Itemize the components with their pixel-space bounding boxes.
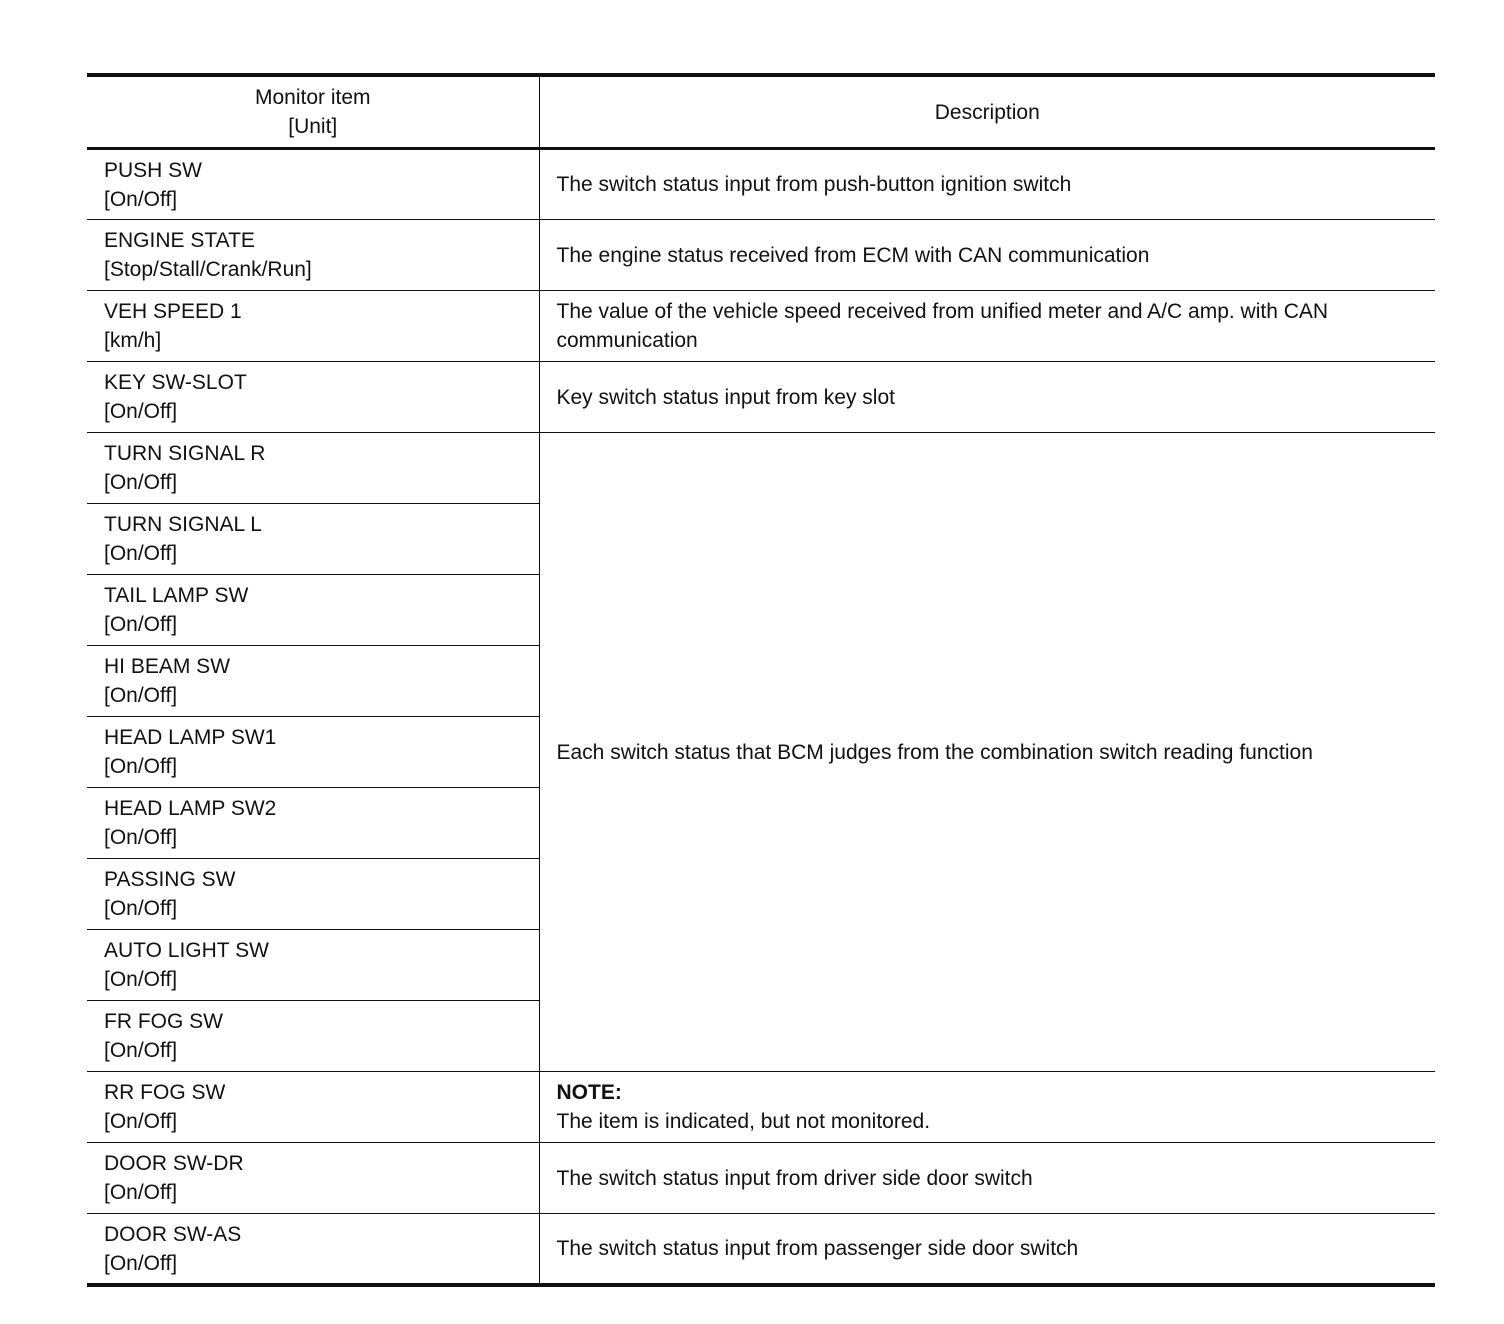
item-name: RR FOG SW <box>104 1081 226 1104</box>
item-unit: [km/h] <box>104 329 162 352</box>
item-unit: [On/Off] <box>104 400 178 423</box>
item-unit: [On/Off] <box>104 188 178 211</box>
table-row <box>87 362 1435 433</box>
item-cell <box>87 1214 539 1285</box>
item-unit: [On/Off] <box>104 471 178 494</box>
item-unit: [On/Off] <box>104 613 178 636</box>
item-name: TURN SIGNAL L <box>104 513 262 536</box>
item-name: TAIL LAMP SW <box>104 584 249 607</box>
item-unit: [On/Off] <box>104 755 178 778</box>
item-unit: [On/Off] <box>104 684 178 707</box>
table-row <box>87 149 1435 220</box>
description-cell: The engine status received from ECM with CAN communication <box>539 220 1435 291</box>
item-name: HI BEAM SW <box>104 655 231 678</box>
item-cell <box>87 575 539 646</box>
note-text: The item is indicated, but not monitored. <box>556 1110 931 1133</box>
item-unit: [On/Off] <box>104 1110 178 1133</box>
item-unit: [On/Off] <box>104 826 178 849</box>
monitor-item-table <box>87 73 1435 1287</box>
table-row <box>87 220 1435 291</box>
item-cell <box>87 859 539 930</box>
item-unit: [On/Off] <box>104 1252 178 1275</box>
item-cell <box>87 149 539 220</box>
description-cell: The value of the vehicle speed received from unified meter and A/C amp. with CAN communication <box>539 291 1435 362</box>
description-header: Description <box>539 75 1435 149</box>
table-row <box>87 1072 1435 1143</box>
table-row <box>87 433 1435 504</box>
item-cell <box>87 1143 539 1214</box>
description-cell: The switch status input from push-button ignition switch <box>539 149 1435 220</box>
item-cell <box>87 930 539 1001</box>
item-cell <box>87 362 539 433</box>
monitor-item-header-label: Monitor item <box>254 86 371 109</box>
item-name: DOOR SW-AS <box>104 1223 242 1246</box>
combined-description-cell: Each switch status that BCM judges from the combination switch reading function <box>539 433 1435 1072</box>
table-row <box>87 1214 1435 1285</box>
description-cell: The switch status input from passenger side door switch <box>539 1214 1435 1285</box>
description-cell: Key switch status input from key slot <box>539 362 1435 433</box>
item-name: HEAD LAMP SW2 <box>104 797 277 820</box>
item-cell <box>87 504 539 575</box>
item-cell <box>87 220 539 291</box>
unit-header-label: [Unit] <box>288 115 338 138</box>
item-cell <box>87 646 539 717</box>
item-cell <box>87 717 539 788</box>
item-name: DOOR SW-DR <box>104 1152 244 1175</box>
item-cell <box>87 433 539 504</box>
item-name: FR FOG SW <box>104 1010 223 1033</box>
item-name: VEH SPEED 1 <box>104 300 242 323</box>
note-cell <box>539 1072 1435 1143</box>
item-unit: [On/Off] <box>104 542 178 565</box>
item-unit: [On/Off] <box>104 1039 178 1062</box>
item-cell <box>87 1072 539 1143</box>
item-cell <box>87 291 539 362</box>
item-name: PUSH SW <box>104 159 203 182</box>
item-unit: [On/Off] <box>104 968 178 991</box>
item-name: KEY SW-SLOT <box>104 371 247 394</box>
item-name: ENGINE STATE <box>104 229 255 252</box>
note-label: NOTE: <box>556 1081 622 1104</box>
table-header-row <box>87 75 1435 149</box>
monitor-item-header <box>87 75 539 149</box>
item-cell <box>87 1001 539 1072</box>
table-row <box>87 1143 1435 1214</box>
item-name: TURN SIGNAL R <box>104 442 266 465</box>
item-unit: [On/Off] <box>104 897 178 920</box>
item-unit: [On/Off] <box>104 1181 178 1204</box>
table-row <box>87 291 1435 362</box>
item-name: PASSING SW <box>104 868 236 891</box>
item-name: HEAD LAMP SW1 <box>104 726 277 749</box>
item-name: AUTO LIGHT SW <box>104 939 269 962</box>
item-unit: [Stop/Stall/Crank/Run] <box>104 258 312 281</box>
item-cell <box>87 788 539 859</box>
description-cell: The switch status input from driver side door switch <box>539 1143 1435 1214</box>
